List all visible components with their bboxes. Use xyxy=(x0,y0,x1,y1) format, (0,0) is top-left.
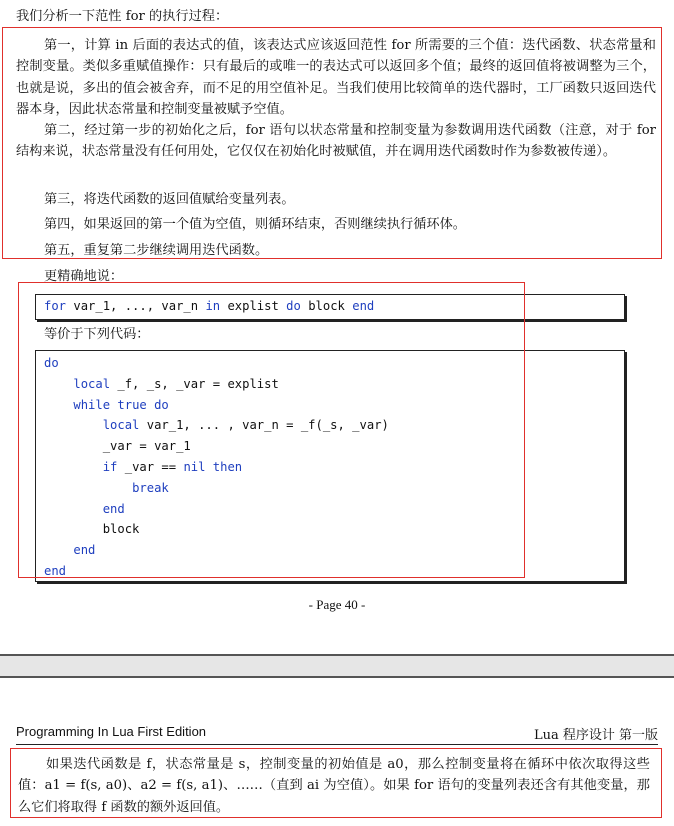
code-line xyxy=(44,353,624,374)
intro-text: 我们分析一下范性 for 的执行过程： xyxy=(16,9,229,24)
code-block-for xyxy=(35,294,625,320)
code-text: block xyxy=(300,299,353,313)
code-text: _var == xyxy=(117,459,184,474)
page-separator xyxy=(0,654,674,678)
code-text: explist xyxy=(220,299,287,313)
keyword-while: while xyxy=(73,397,111,412)
page-header xyxy=(16,724,658,745)
bottom-paragraph: 如果迭代函数是 f，状态常量是 s，控制变量的初始值是 a0，那么控制变量将在循环中依次取得这些值：a1 = f(s, a0)、a2 = f(s, a1)、……（直到 ai 为空值）。如果 for 语句的变量列表还含有其他变量，那么它们将取得 f 函数的额外返回值。 xyxy=(18,757,650,815)
keyword-then: then xyxy=(212,459,243,474)
header-title-left: Programming In Lua First Edition xyxy=(16,724,207,739)
keyword-in: in xyxy=(205,299,221,313)
step-3: 第三，将迭代函数的返回值赋给变量列表。 xyxy=(44,192,295,207)
code-line xyxy=(44,478,624,499)
code-text: _var = var_1 xyxy=(102,439,191,454)
step-5: 第五，重复第二步继续调用迭代函数。 xyxy=(44,243,269,258)
page-number: - Page 40 - xyxy=(308,597,366,612)
keyword-local: local xyxy=(102,418,140,433)
keyword-for: for xyxy=(44,299,67,313)
header-title-right: Lua 程序设计 第一版 xyxy=(533,728,658,743)
code-line xyxy=(44,540,624,561)
keyword-end: end xyxy=(44,563,67,578)
more-precise-label: 更精确地说： xyxy=(44,269,124,284)
equivalent-label: 等价于下列代码： xyxy=(44,327,150,342)
keyword-do: do xyxy=(44,356,59,370)
code-line xyxy=(44,561,624,582)
keyword-do: do xyxy=(286,299,301,313)
code-line xyxy=(44,415,624,436)
step-2: 第二，经过第一步的初始化之后，for 语句以状态常量和控制变量为参数调用迭代函数（注意，对于 for 结构来说，状态常量没有任何用处，它仅仅在初始化时被赋值，并在调用迭代函数时作为参数被传递）。 xyxy=(16,123,656,160)
keyword-nil: nil xyxy=(183,459,206,474)
keyword-do: do xyxy=(154,397,169,412)
keyword-local: local xyxy=(73,376,111,391)
code-line xyxy=(44,436,624,457)
code-text: var_1, ... , var_n = _f(_s, _var) xyxy=(139,418,389,433)
code-line xyxy=(44,395,624,416)
code-line xyxy=(44,457,624,478)
code-line xyxy=(44,374,624,395)
keyword-end: end xyxy=(73,543,96,558)
code-text: block xyxy=(102,522,140,537)
code-text: var_1, ..., var_n xyxy=(66,299,206,313)
code-text: _f, _s, _var = explist xyxy=(110,376,279,391)
step-4: 第四，如果返回的第一个值为空值，则循环结束，否则继续执行循环体。 xyxy=(44,217,466,232)
code-line xyxy=(44,519,624,540)
keyword-end: end xyxy=(352,299,375,313)
keyword-break: break xyxy=(132,480,169,495)
code-line xyxy=(44,499,624,520)
keyword-end: end xyxy=(102,501,125,516)
step-1: 第一，计算 in 后面的表达式的值，该表达式应该返回范性 for 所需要的三个值：迭代函数、状态常量和控制变量。类似多重赋值操作：只有最后的或唯一的表达式可以返回多个值；最终的返回值将被调整为三个，也就是说，多出的值会被舍弃，而不足的用空值补足。当我们使用比较简单的迭代器时，工厂函数只返回迭代器本身，因此状态常量和控制变量被赋予空值。 xyxy=(16,38,656,118)
keyword-true: true xyxy=(117,397,147,412)
keyword-if: if xyxy=(102,459,118,474)
code-block-equivalent xyxy=(35,350,625,582)
